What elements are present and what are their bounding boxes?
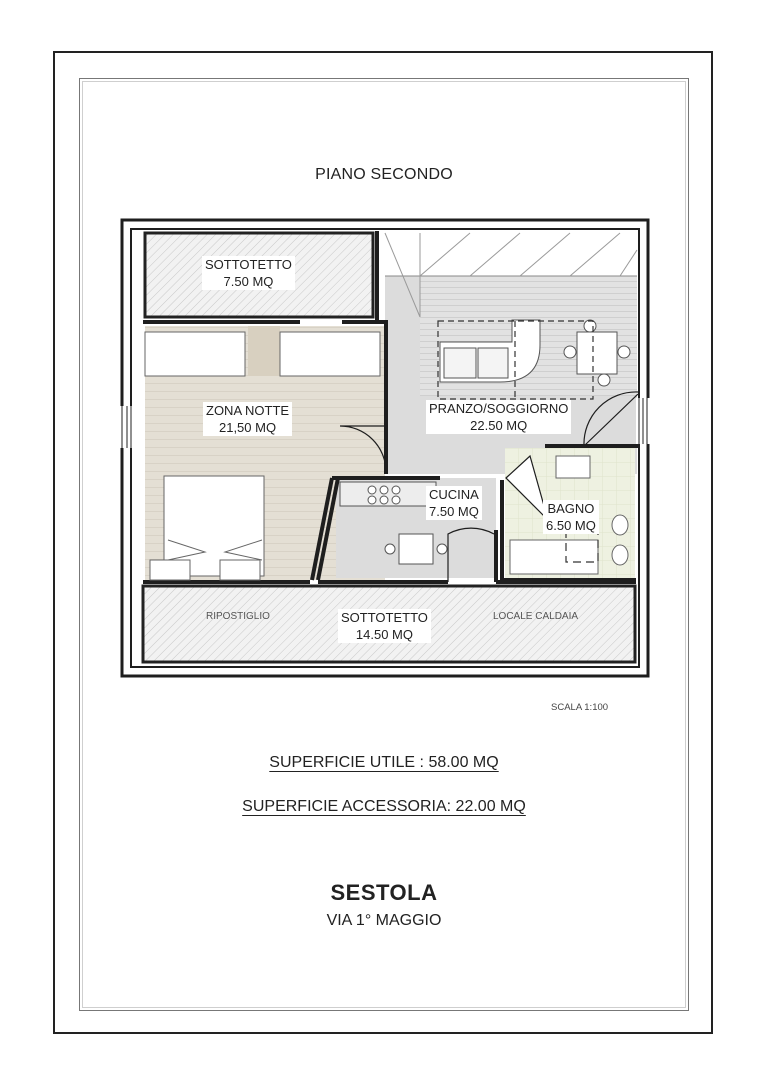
superficie-accessoria-text: SUPERFICIE ACCESSORIA: 22.00 MQ — [242, 798, 526, 815]
room-name: BAGNO — [547, 501, 595, 516]
pranzo-soggiorno-label — [426, 400, 571, 434]
superficie-utile-text: SUPERFICIE UTILE : 58.00 MQ — [269, 754, 499, 771]
room-area: 21,50 MQ — [218, 420, 277, 435]
plan-title: PIANO SECONDO — [315, 166, 453, 183]
kitchen-table — [399, 534, 433, 564]
room-name: ZONA NOTTE — [206, 403, 290, 418]
room-area: 14.50 MQ — [355, 627, 413, 642]
room-name: SOTTOTETTO — [341, 610, 428, 625]
toilet — [612, 515, 628, 535]
room-area: 22.50 MQ — [470, 418, 528, 433]
kitchen-counter — [340, 482, 436, 506]
city-name: SESTOLA — [330, 880, 438, 905]
street-address: VIA 1° MAGGIO — [326, 912, 442, 929]
bidet — [612, 545, 628, 565]
sottotetto-top-label — [202, 256, 295, 290]
bagno-label — [543, 500, 599, 534]
locale-caldaia-label: LOCALE CALDAIA — [493, 611, 579, 622]
room-name: CUCINA — [429, 487, 479, 502]
room-area: 7.50 MQ — [429, 504, 479, 519]
superficie-utile — [0, 754, 768, 772]
room-area: 6.50 MQ — [546, 518, 596, 533]
sottotetto-bottom-label — [338, 609, 431, 643]
room-name: SOTTOTETTO — [205, 257, 292, 272]
bathtub — [510, 540, 598, 574]
room-name: PRANZO/SOGGIORNO — [429, 401, 569, 416]
zona-notte-label — [203, 402, 292, 436]
single-bed-left — [145, 332, 245, 376]
room-area: 7.50 MQ — [223, 274, 274, 289]
cucina-label — [426, 486, 482, 520]
superficie-accessoria — [0, 798, 768, 816]
dining-table — [577, 332, 617, 374]
washbasin — [556, 456, 590, 478]
scale-label: SCALA 1:100 — [551, 702, 609, 713]
single-bed-right — [280, 332, 380, 376]
ripostiglio-label: RIPOSTIGLIO — [206, 611, 270, 622]
nightstand-strip — [248, 326, 280, 376]
